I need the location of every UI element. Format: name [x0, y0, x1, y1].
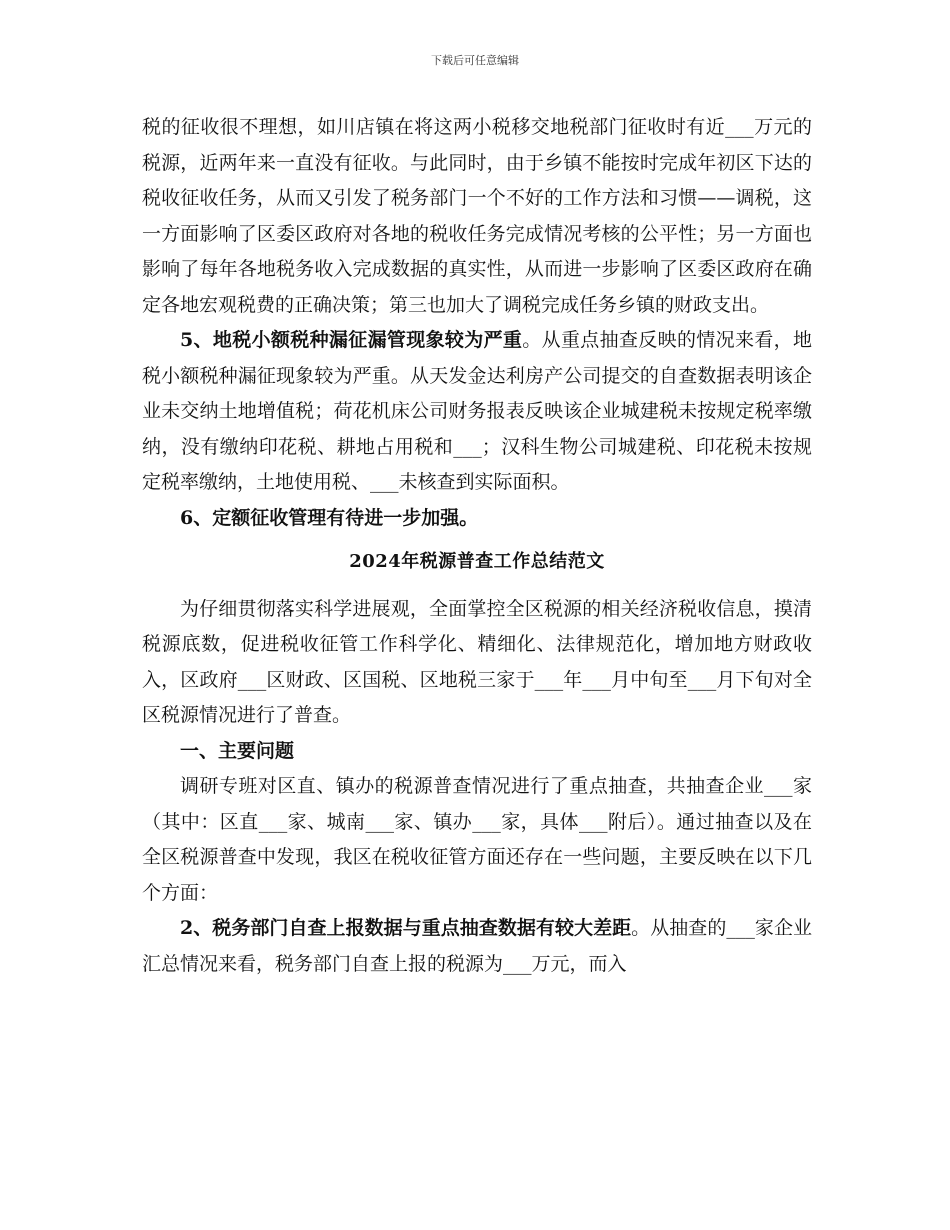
paragraph-tax-collection: 税的征收很不理想，如川店镇在将这两小税移交地税部门征收时有近___万元的税源，近两年来一直没有征收。与此同时，由于乡镇不能按时完成年初区下达的税收征收任务，从而又引发了税务部门一个不好的工作方法和习惯——调税，这一方面影响了区委区政府对各地的税收任务完成情况考核的公平性；另一方面也影响了每年各地税务收入完成数据的真实性，从而进一步影响了区委区政府在确定各地宏观税费的正确决策；第三也加大了调税完成任务乡镇的财政支出。: [142, 116, 812, 316]
document-body: [142, 110, 812, 982]
item-5-text: 。从重点抽查反映的情况来看，地税小额税种漏征现象较为严重。从天发金达利房产公司提交的自查数据表明该企业未交纳土地增值税；荷花机床公司财务报表反映该企业城建税未按规定税率缴纳，没有缴纳印花税、耕地占用税和___；汉科生物公司城建税、印花税未按规定税率缴纳，土地使用税、___未核查到实际面积。: [142, 329, 812, 493]
paragraph-survey: 调研专班对区直、镇办的税源普查情况进行了重点抽查，共抽查企业___家（其中：区直___家、城南___家、镇办___家，具体___附后）。通过抽查以及在全区税源普查中发现，我区在税收征管方面还存在一些问题，主要反映在以下几个方面：: [142, 775, 812, 904]
paragraph-item-5: [142, 323, 812, 501]
item-5-heading: 5、地税小额税种漏征漏管现象较为严重: [180, 329, 523, 351]
item-2-heading: 2、税务部门自查上报数据与重点抽查数据有较大差距: [180, 917, 632, 939]
page-header: 下载后可任意编辑: [431, 54, 519, 67]
paragraph-intro: 为仔细贯彻落实科学进展观，全面掌控全区税源的相关经济税收信息，摸清税源底数，促进税收征管工作科学化、精细化、法律规范化，增加地方财政收入，区政府___区财政、区国税、区地税三家于___年___月中旬至___月下旬对全区税源情况进行了普查。: [142, 597, 812, 726]
item-6-heading: 6、定额征收管理有待进一步加强。: [180, 506, 479, 529]
document-title: 2024年税源普查工作总结范文: [349, 551, 605, 572]
paragraph-item-2: [142, 911, 812, 982]
item-2-text: 。从抽查的___家企业汇总情况来看，税务部门自查上报的税源为___万元，而入: [142, 917, 812, 975]
section-heading-main-problems: 一、主要问题: [180, 739, 295, 762]
